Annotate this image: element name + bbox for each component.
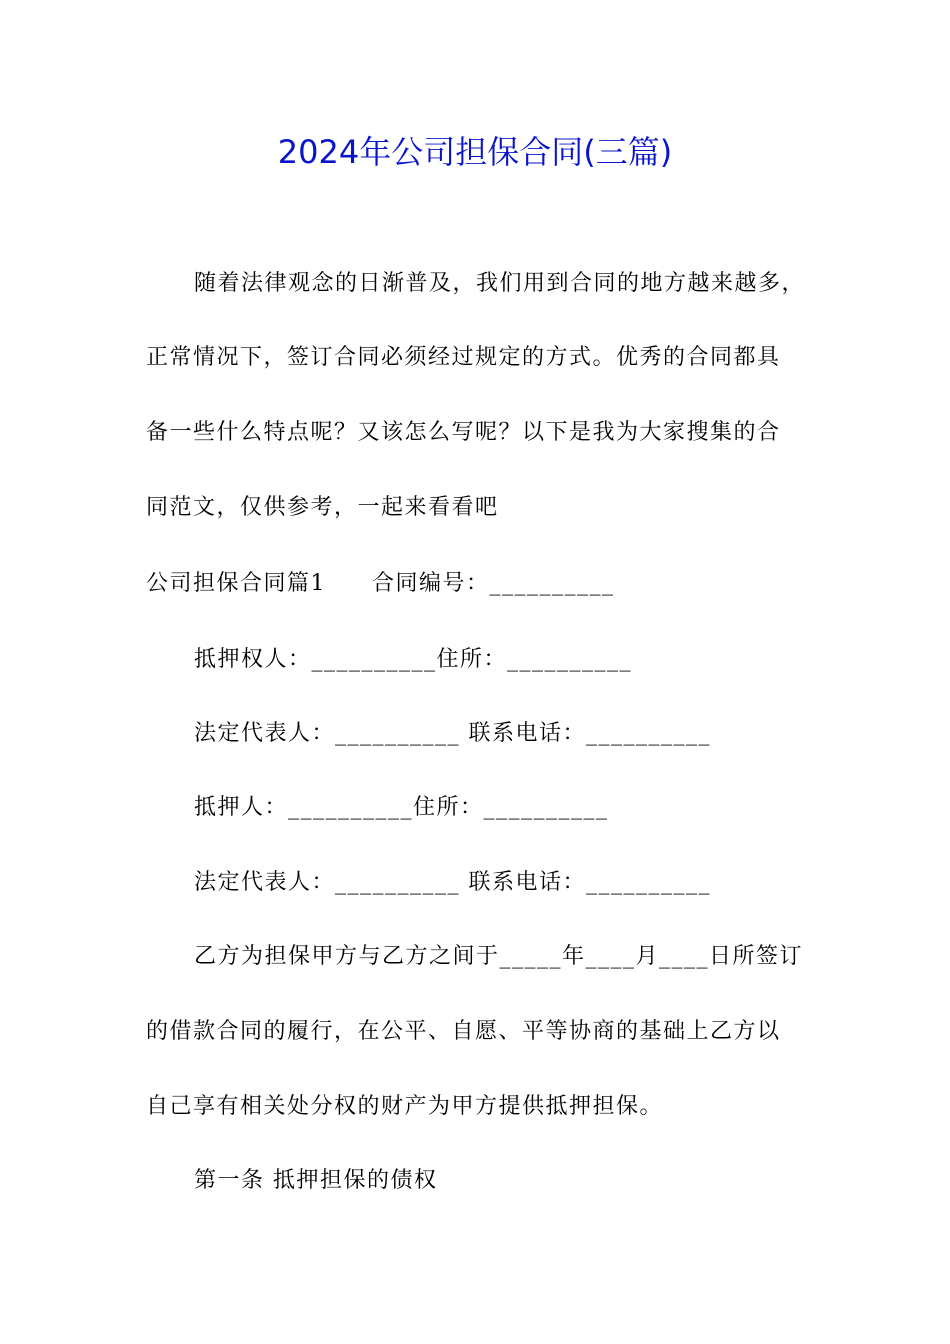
body-line-2: 的借款合同的履行，在公平、自愿、平等协商的基础上乙方以 xyxy=(146,1019,781,1044)
section-heading: 公司担保合同篇1 xyxy=(146,571,326,596)
document-title: 2024年公司担保合同(三篇) xyxy=(277,133,673,171)
contract-number: 合同编号：__________ xyxy=(372,571,615,596)
mortgagee-field: 抵押权人：__________住所：__________ xyxy=(194,647,633,672)
intro-line-1: 随着法律观念的日渐普及，我们用到合同的地方越来越多， xyxy=(194,271,806,296)
intro-line-2: 正常情况下，签订合同必须经过规定的方式。优秀的合同都具 xyxy=(146,345,781,370)
body-line-1: 乙方为担保甲方与乙方之间于_____年____月____日所签订 xyxy=(194,944,804,969)
section-heading-row xyxy=(146,567,615,601)
intro-line-4: 同范文，仅供参考，一起来看看吧 xyxy=(146,495,499,520)
representative-field-2: 法定代表人：__________ 联系电话：__________ xyxy=(194,870,711,895)
mortgagor-field: 抵押人：__________住所：__________ xyxy=(194,795,609,820)
representative-field-1: 法定代表人：__________ 联系电话：__________ xyxy=(194,721,711,746)
article-1-heading: 第一条 抵押担保的债权 xyxy=(194,1168,438,1193)
body-line-3: 自己享有相关处分权的财产为甲方提供抵押担保。 xyxy=(146,1094,664,1119)
intro-line-3: 备一些什么特点呢？又该怎么写呢？以下是我为大家搜集的合 xyxy=(146,420,781,445)
